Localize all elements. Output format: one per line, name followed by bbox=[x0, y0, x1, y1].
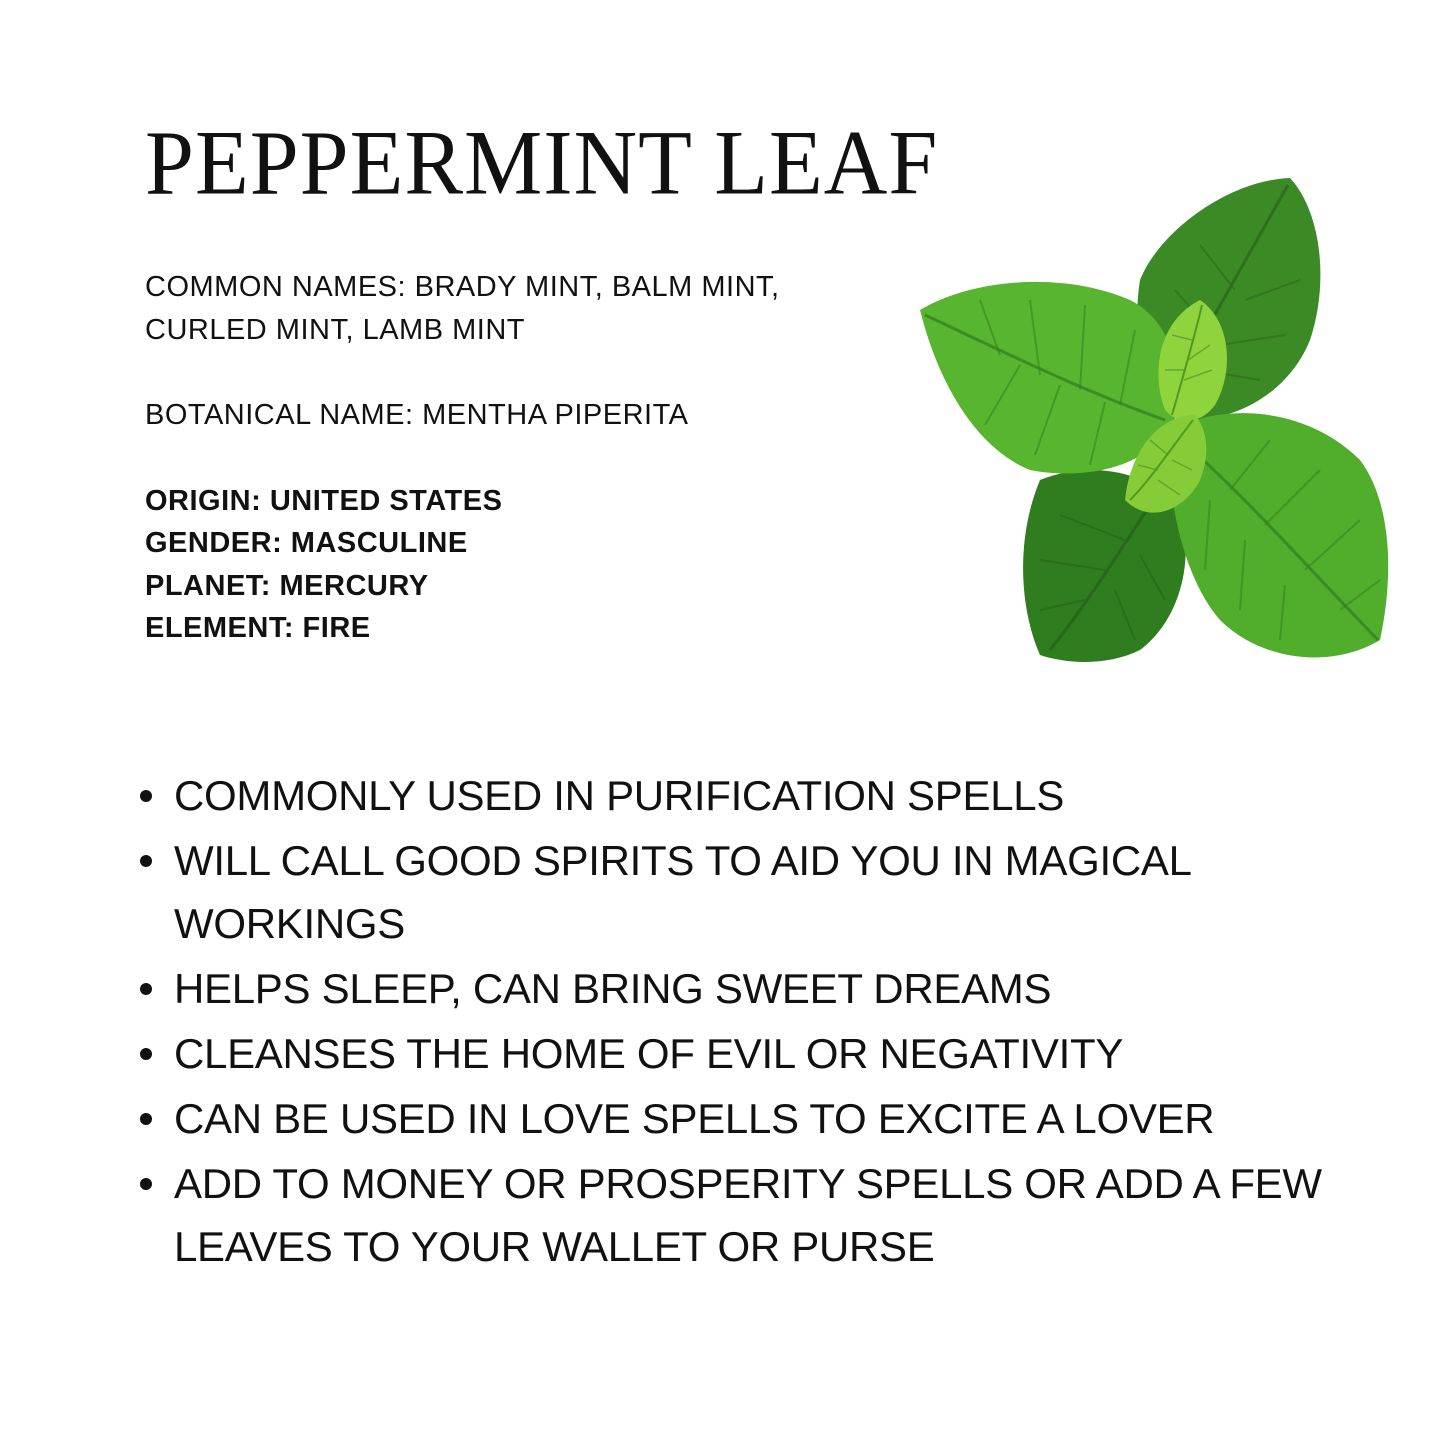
list-item-text: CLEANSES THE HOME OF EVIL OR NEGATIVITY bbox=[174, 1030, 1124, 1077]
herb-info bbox=[145, 266, 885, 650]
common-names-line-1: COMMON NAMES: BRADY MINT, BALM MINT, bbox=[145, 271, 780, 303]
bullet-dot bbox=[140, 855, 152, 867]
list-item bbox=[140, 957, 1340, 1020]
list-item bbox=[140, 1087, 1340, 1150]
list-item-text: HELPS SLEEP, CAN BRING SWEET DREAMS bbox=[174, 965, 1052, 1012]
list-item bbox=[140, 1152, 1340, 1278]
list-item-text: CAN BE USED IN LOVE SPELLS TO EXCITE A LOVER bbox=[174, 1095, 1215, 1142]
bullet-dot bbox=[140, 1113, 152, 1125]
list-item-text: ADD TO MONEY OR PROSPERITY SPELLS OR ADD A FEW LEAVES TO YOUR WALLET OR PURSE bbox=[174, 1160, 1322, 1270]
botanical-name: BOTANICAL NAME: MENTHA PIPERITA bbox=[145, 399, 689, 431]
bullet-dot bbox=[140, 1178, 152, 1190]
list-item bbox=[140, 764, 1340, 827]
mint-leaf-illustration bbox=[910, 170, 1400, 680]
list-item-text: COMMONLY USED IN PURIFICATION SPELLS bbox=[174, 772, 1065, 819]
element: ELEMENT: FIRE bbox=[145, 612, 371, 644]
mint-leaf-left bbox=[920, 282, 1178, 474]
planet: PLANET: MERCURY bbox=[145, 569, 429, 602]
bullet-dot bbox=[140, 1048, 152, 1060]
uses-list bbox=[140, 764, 1340, 1280]
list-item bbox=[140, 829, 1340, 955]
list-item bbox=[140, 1022, 1340, 1085]
bullet-dot bbox=[140, 790, 152, 802]
origin: ORIGIN: UNITED STATES bbox=[145, 484, 503, 517]
common-names-line-2: CURLED MINT, LAMB MINT bbox=[145, 313, 525, 346]
bullet-dot bbox=[140, 983, 152, 995]
gender: GENDER: MASCULINE bbox=[145, 527, 468, 559]
page-title: PEPPERMINT LEAF bbox=[145, 112, 939, 215]
list-item-text: WILL CALL GOOD SPIRITS TO AID YOU IN MAGICAL WORKINGS bbox=[174, 837, 1191, 947]
